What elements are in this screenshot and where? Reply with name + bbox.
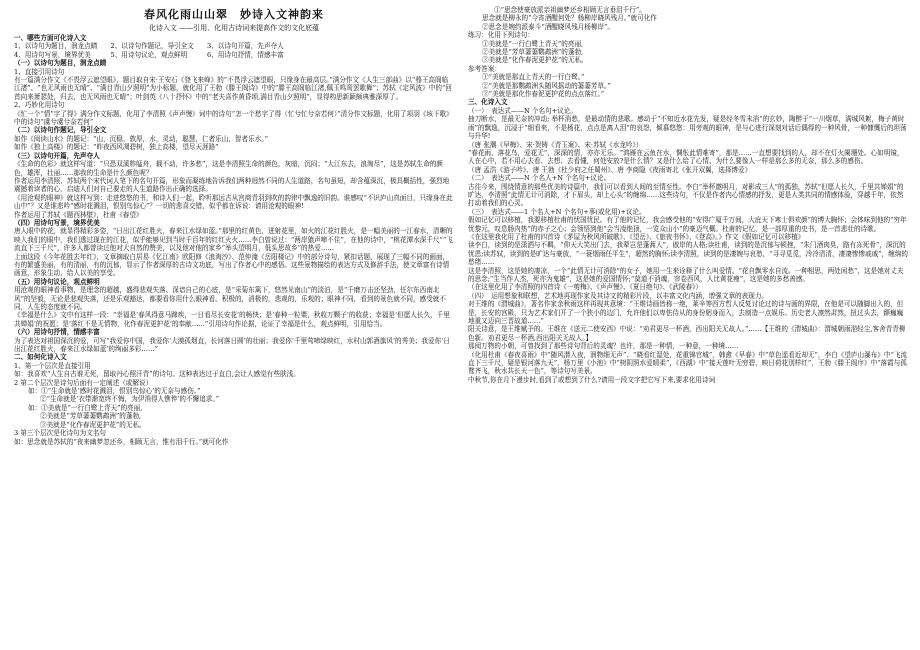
right-column [468,6,908,646]
left-paragraph: ②美就是“芳草萋萋鹦鹉洲”的蓬勃, [40,412,142,421]
right-paragraph: ①“思念使豪放派亲祖幽梦还乡相顾无言垂泪千行”。 [494,6,646,14]
left-paragraph: 上面这段《今年花胜去年红》，文章摘取白居易《忆江南》欧阳修《浪淘沙》、范仲淹《岳阳楼记》中的部分诗句，紧扣话题，展现了三幅不同的画面，有的繁盛美丽，有的清丽，有的沉郁，显示了作者深厚的古诗文功底，写出了作者心中的感悟。这些景物描绘的表达方式及修辞手法，使文章富有诗情画意，形象生动，给人以美的享受。 [14,252,450,278]
right-paragraph: （化用杜甫《春夜喜雨》中“随风潜入夜，润物细无声”、“晓看红湿处，花重锦官城”，韩愈《早春》中“草色遥看近却无”，李白《望庐山瀑布》中“飞流直下三千尺，疑是银河落九天”，杨万里《小池》中“树阴照水爱晴柔”，《西湖》中“接天莲叶无穷碧，映日荷花别样红”，王勃《滕王阁序》中“落霞与孤鹜齐飞，秋水共长天一色”，等诗句写美景。 [468,350,907,376]
right-paragraph: 参考答案： [468,64,501,73]
left-paragraph: 作者运用李清照、苏轼两个宋代词人笔下的名句开篇，形象而凝练地告诉我们两种迥然不同的人生道路，名句虽短，却含蕴深沉，极具概括性，强烈地震撼着读者的心，启迪人们对自己要走的人生道路作出正确的选择。 [14,176,450,194]
right-paragraph: （唐 孟浩《游子吟》、唐 王勃《杜少府之任蜀州》、唐 李商隐《夜雨寄北《张开双翼，选择博爱》 [468,165,752,174]
right-paragraph: ①美就是“一行白鹭上青天”的亮丽, [482,39,584,48]
left-paragraph: ②“生命就是‘衣带渐宽终不悔，为伊消得人憔悴’的不懈追求。” [40,395,220,404]
left-paragraph: 有一篇满分作文《不畏浮云遮望眼》，题目取自宋·王安石《登飞来峰》的“不畏浮云遮望眼，只缘身在最高层。”满分作文《人生三部曲》以“蓦王高阁临江渚”、“也无风雨也无晴”、“满目青山夕照明”为小标题，就化用了王勃《滕王阁诗》中的“滕王高阁临江渚,佩玉鸣鸾罢歌舞”；苏轼《定风波》中的“回首向来萧瑟处，归去，也无风雨也无晴”；叶剑英《八十抒怀》中的“老夫喜作黄昏颂,满目青山夕照明”，显得构思新颖颇典雅深厚了。 [14,76,452,101]
left-paragraph: 如：①“生命就是‘感时花溅泪，恨别鸟惊心’的无奈与感伤。” [28,387,201,396]
left-paragraph: 《用沧观的眼神》就这样写到：走进悠悠的书，和诗人们一起，聆听那远古从宫商青羽到吹的韵律中飘逸的旧韵。谁感叹“不识庐山真面目，只缘身在此山中”？又是谁悲吟“感时花溅泪，恨别鸟惊心”？一切的悲喜交错，似乎都在诉说：请用沧观的眼神! [14,193,453,211]
right-paragraph: （三） 表达式——1 个名人+N 个名句+事(或化用)+议论。 [468,207,646,216]
left-paragraph: （五）用诗句议论，观点鲜明 [14,277,100,286]
right-paragraph: 古往今来，围绕情意的那些优美的诗篇中，我们可以看到人间的至情至性。李白“举杯邀明月，对影成三人”的孤独，苏轼“但愿人长久，千里共婵娟”的旷达，李清照“此情无计可消除，才下眉头，却上心头”的缠绵……这些诗句，不仅是作者内心情感的抒发，更是人类共同的情感体验，穿越千年，依然打动着我们的心灵。 [468,182,904,208]
right-paragraph: （唐 张潮《早梅》、宋·贺铸《青玉案》、宋·苏轼《水龙吟》） [468,140,643,149]
left-paragraph: 如：思念就是苏轼的“夜来幽梦忽还乡，相顾无言，惟有泪千行。”就可化作 [14,437,229,446]
left-paragraph: 1、第一个层次是直接引用 [14,361,91,370]
right-paragraph: “春花雨，落花鸟，爱花无”，深深的情，亦亦无乐。“鸿雁在云鱼在水，惆怅此情难寄”，那是……一直想要找到的人，却不在灯火阑珊处。心如明镜，人在心中，若不用心去看、去想、去看懂，何处安放?是什么情？又是什么给了心情、为什么要像人一样是那么多的无奈，那么多的感伤。 [468,148,904,166]
left-paragraph: 如作《阅读山水》的题记：“山，沉稳，敦厚，水，灵动，聪慧，仁者乐山，智者乐水。” [14,134,269,143]
left-paragraph: 二、如何化诗入文 [14,353,67,362]
right-paragraph: 那阅万物的小朝，可曾找到了那些诗句背后的灵魂？也许，那是一种情，一种意，一种境…… [468,342,739,351]
left-paragraph: 1、直接引用诗句 [14,67,65,76]
left-paragraph: 1、以诗句为题目，润龙点睛 2、以诗句作题记，导引全文 3、以诗句开篇，先声夺人 [14,42,284,51]
right-paragraph: 对王维的《渭城曲》，著名作家余秋雨这样再现其意境：“王维诗画皆称一绝，莱辛等西方哲人反复讨论过的诗与画的界限，在他是可以随脚出入的，但是，长安的宫殿，只为艺术家们开了一个狭小的边门，允许他们以卑怯侍从的身份躬身而入，去制造一点娱乐。历史老人凛然肃然，扭过头去，颤巍巍地重又迈向三晋故道……” [468,300,904,326]
left-paragraph: 《生命的色彩》就这样写道：“只恐双溪舴艋舟，载不动，许多愁”，这是李清照生命的颜色，灰暗，沉闷；“大江东去，浪淘尽”，这是苏轼生命的颜色，雄浑，壮丽……那我的生命是什么颜色呢？ [14,160,443,177]
right-paragraph: 《在这里我化用了杜甫的四首诗《茅屋为秋风所破歌》、《望岳》、《旅夜书怀》、《登高》。》作文《假如记忆可以移植》 [468,232,805,241]
page-title: 春风化雨山山翠 妙诗入文神韵来 [144,8,324,21]
left-paragraph: 2、巧妙化用诗句 [14,101,65,110]
right-paragraph: （在这里化用了李清照的四首诗《一剪梅》、《声声慢》、《夏日绝句》、《武陵春》） [468,283,703,292]
left-paragraph: 如：①美就是“一行白鹭上青天”的亮丽, [28,403,143,412]
left-paragraph: （一）以诗句为题目，润龙点睛 [14,59,107,68]
left-paragraph: （二）以诗句作题记，导引全文 [14,126,107,135]
right-paragraph: ①“美就是那直上青天的一行白鹭。” [482,73,585,82]
left-paragraph: 如：我喜欢“人生自古谁无死，留取丹心照汗青”的诗句。这种表达过于直白,会让人感觉有些肤浅。 [14,370,300,379]
left-paragraph: 为了表达对祖国深沉的爱，可写“我爱你中国，我爱你‘大漠孤烟直，长河落日圆’的壮丽；我爱你‘千里莺啼绿映红，水村山郭酒旗风’的秀美；我爱你‘日出江花红胜火，春来江水绿如蓝’的绚丽多彩……” [14,336,450,354]
left-paragraph: 唐人眼中的花，就显得精彩多姿，“日出江花红胜火，春来江水绿如蓝。”那里的红黄色，迸射花里，如火的江花红胜火，是一幅美丽的一江春水，清晰的映入我们的眼中，我们透过现在的江花，似乎能够见到当时千百年的红红火火……李白曾说过：“两岸猿声啼不住”，在他的诗中，“桃花潭水深千尺”“飞流直下三千尺”，许多人都曾读过他对大自然的赞美，以及他对他的家乡“举头望明月，低头思故乡”的热爱…… [14,227,453,253]
left-paragraph: 用沧观的眼神看事物，是理念的超越，盛得悲观失落、深谙自己的心底，是“采菊东篱下，悠然见南山”的淡泊，是“千磨万击还坚劲，任尔东西南北风”的坚毅，无论是悲观失落，还是乐观豁达，都要看你用什么眼神看。积极的，消极的，悲观的，乐观的；眼神不同，看到的景色就不同，感受就不同，人生的态度就不同。 [14,286,446,311]
left-paragraph: 3 第三个层次是化诗句为文名句 [14,429,107,438]
right-paragraph: 抽刀断水，是最无奈的冲动; 举杯消愁，是最动情的悲歌。感动于“不知近水花先发，疑是经冬雪未消”的玄妙，陶醉于“一川烟草，满城风絮，梅子黄时雨”的飘逸，沉浸于“细看来，不是杨花，点点是离人泪”的哀怨，倾慕悠悠：用旁观的眼神，是与心进行深刻对话后偶得的一种风骨，一种慷慨后的坦荡与升华! [468,115,907,141]
left-paragraph: 《幸福是什么》文中有这样一段：“幸福是‘春风得意马蹄疾，一日看尽长安花’的畅快；是‘春种一粒粟，秋收万颗子’的收获；幸福是‘但愿人长久，千里共婵娟’的祝愿；是‘落红不是无情物，化作春泥更护花’的奉献……”引用诗句作论据，论证了幸福是什么，观点鲜明，引用恰当。 [14,311,450,328]
right-paragraph: 假如记忆可以移植，我要移植杜甫的忧国忧民。有了他的记忆，我会感受他的“安得广厦千万间，大庇天下寒士俱欢颜”的博大胸怀；会体味到他的“穷年忧黎元，叹息肠内热”的赤子之心；会领悟到他“会当凌绝顶，一览众山小”的豪迈气概。杜甫的记忆，是一部厚重的史书，是一首悲壮的诗歌。 [468,216,907,233]
left-paragraph: 一、哪些方面可化诗入文 [14,34,87,42]
left-paragraph: 4、用诗句写景，境界优美 5、用诗句议论，观点鲜明 6、用诗句抒情，情感丰富 [14,50,284,59]
right-paragraph: ③美就是“化作春泥更护花”的无私。 [482,56,588,65]
left-paragraph: （三）以诗句开篇，先声夺人 [14,151,100,160]
right-paragraph: 这是李清照，这是她的凄凉，一个“此情无计可消除”的女子，她用一生来诠释了什么叫爱情。“花自飘零水自流。一种相思，两处闲愁”，这是她对丈夫的思念;“生当作人杰，死亦为鬼雄”，这是她的爱国情怀;“莫道不消魂，帘卷西风，人比黄花瘦”，这是她的多愁善感。 [468,266,904,283]
left-paragraph: （四）用诗句写景，境界优美 [14,218,100,227]
left-paragraph: 如作《独上高楼》的题记：“昨夜西风凋碧树，独上高楼，望尽天涯路” [14,143,219,152]
right-paragraph: 练习：化用下列诗句： [468,31,534,40]
left-column [14,6,454,646]
right-paragraph: （四） 运用想象和联想，艺术地再现作家及其诗文的精彩片段，以丰富文化内涵，增强文章的表现力。 [468,291,769,300]
left-paragraph: 作者运用了苏轼《题西林壁》，杜甫《春望》 [14,210,143,219]
right-paragraph: （一） 表达式——N 个名句+议论。 [468,106,577,115]
page-subtitle: 化诗入文 ——引用、化用古诗词来提高作文的文化底蕴 [148,24,320,32]
right-paragraph: ②思念是婉约派泰斗“酒醒晓风残月杨柳岸”。 [482,22,615,31]
left-paragraph: ③美就是“化作春泥更护花”的无私。 [40,420,146,429]
right-paragraph: ②美就是“芳草萋萋鹦鹉洲”的蓬勃, [482,48,584,57]
left-paragraph: 2 第二个层次是诗句后面有一定阐述（或解说） [14,378,153,387]
right-paragraph: 思念就是柳永的“今宵酒醒何处？杨柳岸晓风残月。”就可化作 [482,14,657,23]
right-paragraph: 阳关诗意，是王维赋予的。王维在《送元二使安西》中说：“劝君更尽一杯酒，西出阳关无故人。”……【王维的《渭城曲》：渭城朝雨浥轻尘,客舍青青柳色新。劝君更尽一杯酒,西出阳关无故人。】 [468,325,906,342]
right-paragraph: 中秋节,你在月下漫步时,看到了或想到了什么?请用一段文字把它写下来,要求化用诗词 [468,375,716,384]
left-paragraph: （六）用诗句抒情，情感丰富 [14,328,100,337]
right-paragraph: ②“美就是那鹦鹉洲头随风摇动的萋萋芳草。” [482,81,611,90]
right-paragraph: 读李白，读到的是潇洒与不羁，“仰天大笑出门去，我辈岂是蓬蒿人”，傲岸的人格;读杜甫，读到的是沉郁与顿挫，“朱门酒肉臭，路有冻死骨”，深沉的忧患;读苏轼，读到的是旷达与豪放，“一蓑烟雨任平生”，超然的胸怀;读李清照，读到的是凄婉与哀愁，“寻寻觅觅，冷冷清清，凄凄惨惨戚戚”，缠绵的愁绪…… [468,241,908,267]
right-paragraph: 三、化诗入文 [468,98,508,107]
right-paragraph: ③“美就是那化作春泥更护花的点点落红。” [482,90,605,99]
right-paragraph: （二） 表达式——N 个名人+N 个名句+议论。 [468,174,611,183]
left-paragraph: 《忙一个“情”字了得》满分作文标题，化用了李清照《声声慢》词中的诗句“怎一个愁字了得（忙兮忙兮奈若何）”清分作文标题，化用了项羽《垓下歌》中的诗句“虞兮虞兮奈若何” [14,109,453,127]
